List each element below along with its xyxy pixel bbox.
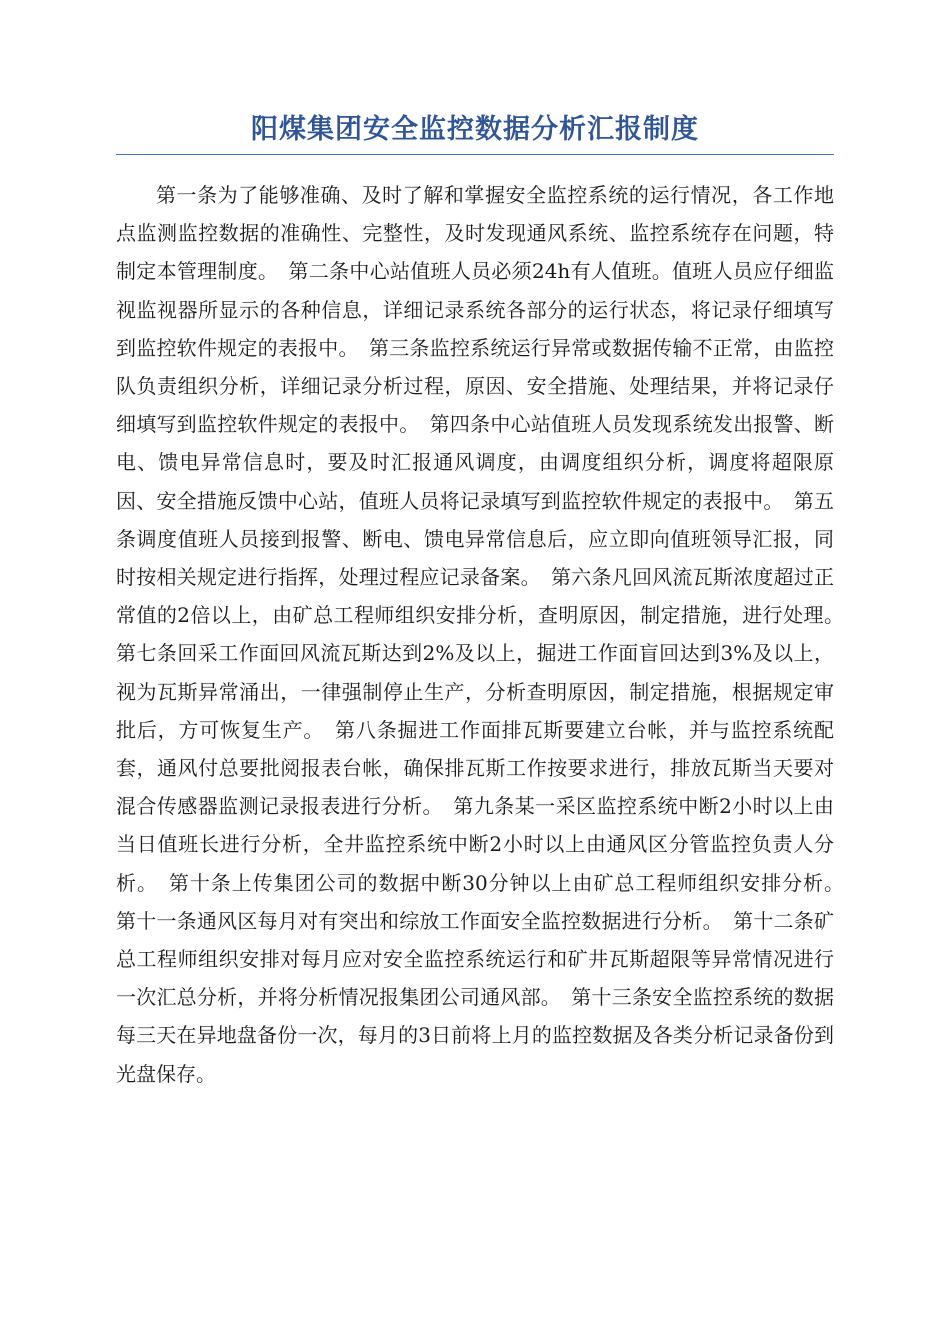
document-title: 阳煤集团安全监控数据分析汇报制度: [251, 114, 699, 145]
document-body: 第一条为了能够准确、及时了解和掌握安全监控系统的运行情况，各工作地点监测监控数据的准确性、完整性，及时发现通风系统、监控系统存在问题，特制定本管理制度。 第二条中心站值班人员必须24h有人值班。值班人员应仔细监视监视器所显示的各种信息，详细记录系统各部分的运行状态，将记录仔细填写到监控软件规定的表报中。 第三条监控系统运行异常或数据传输不正常，由监控队负责组织分析，详细记录分析过程，原因、安全措施、处理结果，并将记录仔细填写到监控软件规定的表报中。 第四条中心站值班人员发现系统发出报警、断电、馈电异常信息时，要及时汇报通风调度，由调度组织分析，调度将超限原因、安全措施反馈中心站，值班人员将记录填写到监控软件规定的表报中。 第五条调度值班人员接到报警、断电、馈电异常信息后，应立即向值班领导汇报，同时按相关规定进行指挥，处理过程应记录备案。 第六条凡回风流瓦斯浓度超过正常值的2倍以上，由矿总工程师组织安排分析，查明原因，制定措施，进行处理。 第七条回采工作面回风流瓦斯达到2%及以上，掘进工作面盲回达到3%及以上，视为瓦斯异常涌出，一律强制停止生产，分析查明原因，制定措施，根据规定审批后，方可恢复生产。 第八条掘进工作面排瓦斯要建立台帐，并与监控系统配套，通风付总要批阅报表台帐，确保排瓦斯工作按要求进行，排放瓦斯当天要对混合传感器监测记录报表进行分析。 第九条某一采区监控系统中断2小时以上由当日值班长进行分析，全井监控系统中断2小时以上由通风区分管监控负责人分析。 第十条上传集团公司的数据中断30分钟以上由矿总工程师组织安排分析。 第十一条通风区每月对有突出和综放工作面安全监控数据进行分析。 第十二条矿总工程师组织安排对每月应对安全监控系统运行和矿井瓦斯超限等异常情况进行一次汇总分析，并将分析情况报集团公司通风部。 第十三条安全监控系统的数据每三天在异地盘备份一次，每月的3日前将上月的监控数据及各类分析记录备份到光盘保存。: [116, 183, 854, 1086]
title-underline: [116, 154, 834, 155]
